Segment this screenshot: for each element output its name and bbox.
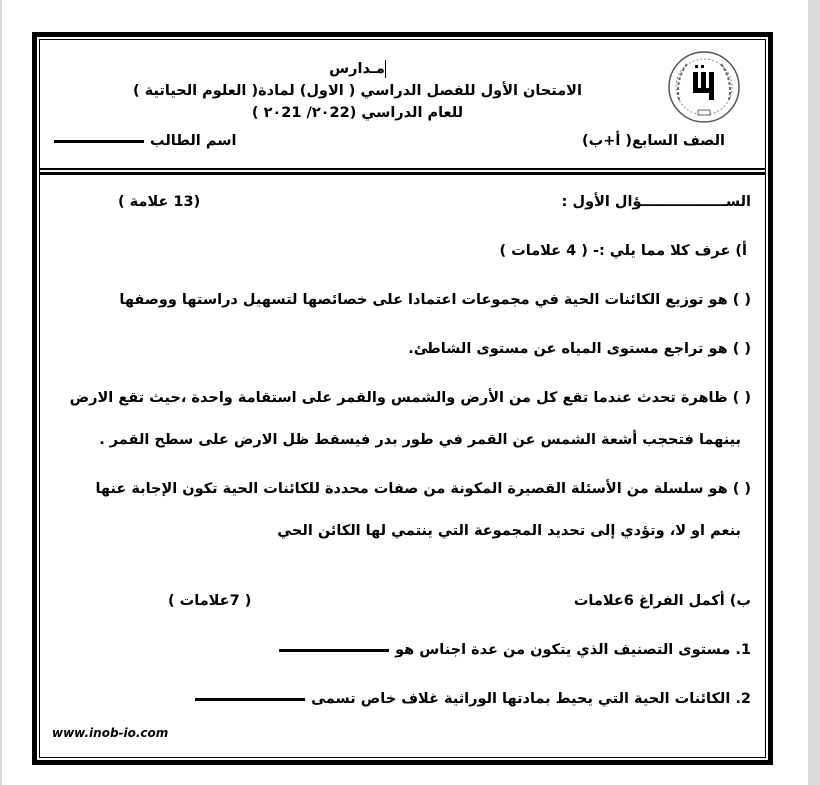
- student-name-label: اسم الطالب: [150, 133, 237, 149]
- school-logo: [665, 50, 743, 124]
- definition-item-4-cont: بنعم او لا، وتؤدي إلى تحديد المجموعة التي ينتمي لها الكائن الحي: [277, 523, 741, 539]
- answer-blank[interactable]: [195, 698, 305, 701]
- answer-blank[interactable]: [279, 649, 389, 652]
- part-b-marks: ( 7علامات ): [168, 593, 252, 609]
- definition-item-2: ( ) هو تراجع مستوى المياه عن مستوى الشاطئ.: [408, 341, 751, 357]
- question1-marks: (13 علامة ): [118, 194, 201, 210]
- student-name-field[interactable]: [48, 130, 236, 152]
- exam-header: [40, 40, 765, 168]
- school-name-line: [70, 58, 645, 80]
- part-b-title: ب) أكمل الفراغ 6علامات: [573, 593, 751, 609]
- fill-blank-item-1: 1. مستوى التصنيف الذي يتكون من عدة اجناس هو: [48, 639, 751, 661]
- question1-title: الســـــــــــــــــؤال الأول :: [561, 194, 751, 210]
- definition-item-1: ( ) هو توزيع الكائنات الحية في مجموعات اعتمادا على خصائصها لتسهيل دراستها ووصفها: [119, 292, 751, 308]
- page-border-outer: [32, 32, 773, 765]
- watermark-row: [48, 722, 751, 741]
- grade-label: الصف السابع( أ+ب): [582, 133, 725, 149]
- exam-body: [40, 175, 765, 757]
- definition-item-4: ( ) هو سلسلة من الأسئلة القصيرة المكونة من صفات محددة للكائنات الحية تكون الإجابة عنها: [95, 481, 751, 497]
- academic-year: للعام الدراسي (٢٠22/ ٢٠21 ): [251, 105, 464, 121]
- watermark: www.inob-io.com: [48, 725, 172, 741]
- text-cursor: [385, 60, 386, 78]
- part-a-title: أ) عرف كلا مما يلي :- ( 4 علامات ): [499, 243, 747, 259]
- exam-page: [2, 0, 808, 785]
- definition-item-3: ( ) ظاهرة تحدث عندما تقع كل من الأرض والشمس والقمر على استقامة واحدة ،حيث تقع الارض: [69, 390, 751, 406]
- definition-item-3-cont: بينهما فتحجب أشعة الشمس عن القمر في طور بدر فيسقط ظل الارض على سطح القمر .: [99, 432, 741, 448]
- exam-title: الامتحان الأول للفصل الدراسي ( الاول) لمادة( العلوم الحياتية ): [133, 83, 582, 99]
- header-divider: [40, 168, 765, 170]
- fill-blank-item-2: 2. الكائنات الحية التي يحيط بمادتها الوراثية غلاف خاص تسمى: [48, 688, 751, 710]
- page-border-inner: [39, 39, 766, 758]
- school-name: مـدارس: [329, 61, 385, 77]
